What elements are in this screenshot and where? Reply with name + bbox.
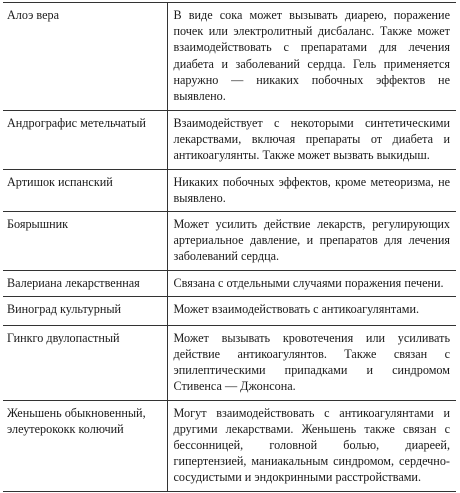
table-row: [3, 270, 456, 296]
herb-name-cell: Женьшень обыкновенный, элеутерококк колючий: [3, 400, 167, 491]
herb-effects-cell: Может усилить действие лекарств, регулирующих артериальное давление, и препаратов для лечения заболеваний сердца.: [167, 212, 456, 271]
herb-effects-cell: Взаимодействует с некоторыми синтетическими лекарствами, включая препараты от диабета и антикоагулянты. Также может вызвать выкидыш.: [167, 111, 456, 170]
herb-name-cell: Артишок испанский: [3, 169, 167, 211]
herb-effects-cell: Может вызывать кровотечения или усиливать действие антикоагулянтов. Также связан с эпилептическими припадками и синдромом Стивенса — Джонсона.: [167, 325, 456, 400]
table-row: [3, 169, 456, 211]
table-row: [3, 400, 456, 491]
table-row: [3, 111, 456, 170]
table-row: [3, 325, 456, 400]
herb-effects-cell: В виде сока может вызывать диарею, поражение почек или электролитный дисбаланс. Также может взаимодействовать с препаратами для лечения диабета и заболеваний сердца. Гель применяется наружно — никаких побочных эффектов не выявлено.: [167, 3, 456, 111]
herb-effects-cell: Никаких побочных эффектов, кроме метеоризма, не выявлено.: [167, 169, 456, 211]
herb-side-effects-table: [3, 2, 456, 492]
herb-name-cell: Валериана лекарственная: [3, 270, 167, 296]
herb-effects-cell: Могут взаимодействовать с антикоагулянтами и другими лекарствами. Женьшень также связан с бессонницей, головной болью, диареей, гипертензией, маниакальным синдромом, сердечно-сосудистыми и эндокринными расстройствами.: [167, 400, 456, 491]
herb-name-cell: Виноград культурный: [3, 296, 167, 325]
herb-name-cell: Алоэ вера: [3, 3, 167, 111]
table-row: [3, 212, 456, 271]
table-row: [3, 3, 456, 111]
herb-name-cell: Гинкго двулопастный: [3, 325, 167, 400]
table-row: [3, 296, 456, 325]
herb-name-cell: Андрографис метельчатый: [3, 111, 167, 170]
herb-name-cell: Боярышник: [3, 212, 167, 271]
herb-effects-cell: Связана с отдельными случаями поражения печени.: [167, 270, 456, 296]
herb-effects-cell: Может взаимодействовать с антикоагулянтами.: [167, 296, 456, 325]
